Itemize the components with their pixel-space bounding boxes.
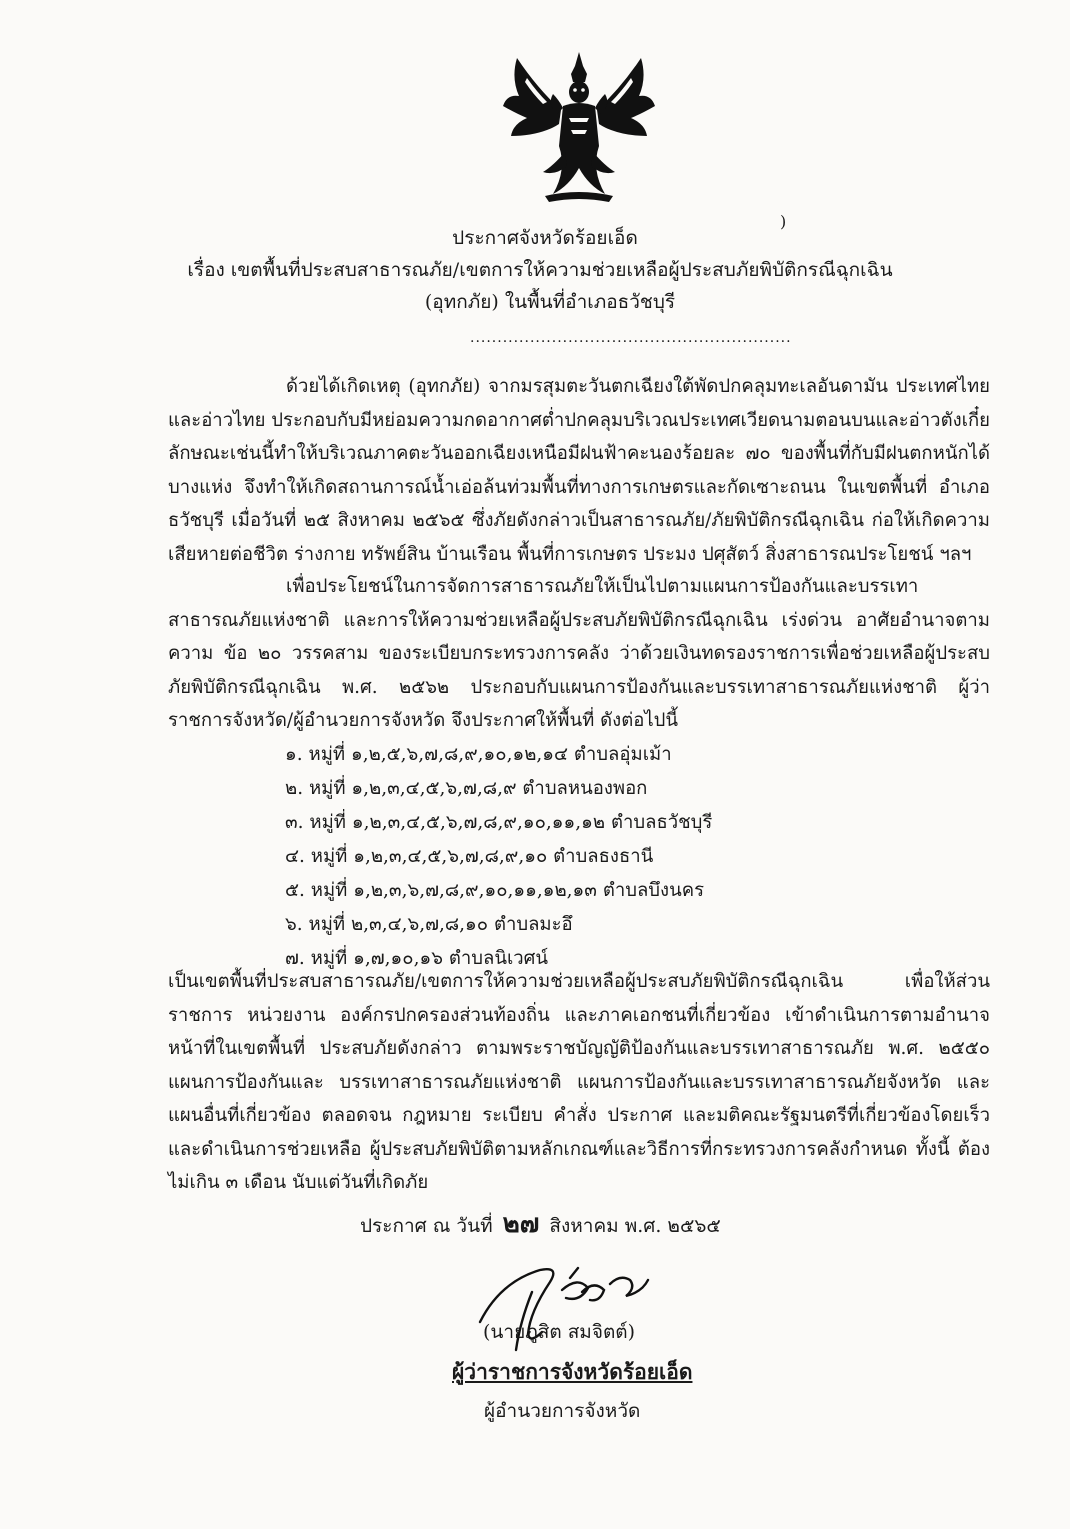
document-header — [0, 222, 1070, 318]
list-item: ๗. หมู่ที่ ๑,๗,๑๐,๑๖ ตำบลนิเวศน์ — [285, 948, 549, 969]
page-title: ประกาศจังหวัดร้อยเอ็ด — [452, 227, 638, 249]
list-item: ๒. หมู่ที่ ๑,๒,๓,๔,๕,๖,๗,๘,๙ ตำบลหนองพอก — [285, 778, 648, 799]
subject-line-2: (อุทกภัย) ในพื้นที่อำเภอธวัชบุรี — [424, 291, 676, 313]
signer-role: ผู้อำนวยการจังหวัด — [484, 1400, 641, 1422]
paragraph-2-block — [168, 570, 990, 738]
subject-line-1: เรื่อง เขตพื้นที่ประสบสาธารณภัย/เขตการให้ความช่วยเหลือผู้ประสบภัยพิบัติกรณีฉุกเฉิน — [187, 259, 893, 281]
garuda-emblem-icon — [497, 48, 662, 208]
header-separator: ........................................................... — [470, 330, 792, 346]
list-item: ๔. หมู่ที่ ๑,๒,๓,๔,๕,๖,๗,๘,๙,๑๐ ตำบลธงธานี — [285, 846, 654, 867]
announcement-date — [360, 1203, 721, 1244]
paragraph-3-block — [168, 965, 990, 1200]
signer-position: ผู้ว่าราชการจังหวัดร้อยเอ็ด — [452, 1359, 693, 1384]
signer-name: (นายภูสิต สมจิตต์) — [483, 1321, 636, 1343]
paragraph-3: เป็นเขตพื้นที่ประสบสาธารณภัย/เขตการให้ความช่วยเหลือผู้ประสบภัยพิบัติกรณีฉุกเฉิน เพื่อให้ส่วนราชการ หน่วยงาน องค์กรปกครองส่วนท้องถิ่น และภาคเอกชนที่เกี่ยวข้อง เข้าดำเนินการตามอำนาจหน้าที่ในเขตพื้นที่ ประสบภัยดังกล่าว ตามพระราชบัญญัติป้องกันและบรรเทาสาธารณภัย พ.ศ. ๒๕๕๐ แผนการป้องกันและ บรรเทาสาธารณภัยแห่งชาติ แผนการป้องกันและบรรเทาสาธารณภัยจังหวัด และแผนอื่นที่เกี่ยวข้อง ตลอดจน กฎหมาย ระเบียบ คำสั่ง ประกาศ และมติคณะรัฐมนตรีที่เกี่ยวข้องโดยเร็ว และดำเนินการช่วยเหลือ ผู้ประสบภัยพิบัติตามหลักเกณฑ์และวิธีการที่กระทรวงการคลังกำหนด ทั้งนี้ ต้องไม่เกิน ๓ เดือน นับแต่วันที่เกิดภัย — [168, 971, 990, 1193]
stray-mark: ) — [780, 212, 787, 231]
list-item: ๓. หมู่ที่ ๑,๒,๓,๔,๕,๖,๗,๘,๙,๑๐,๑๑,๑๒ ตำบลธวัชบุรี — [285, 812, 713, 833]
list-item: ๑. หมู่ที่ ๑,๒,๕,๖,๗,๘,๙,๑๐,๑๒,๑๔ ตำบลอุ่มเม้า — [285, 744, 672, 765]
list-item: ๖. หมู่ที่ ๒,๓,๔,๖,๗,๘,๑๐ ตำบลมะอึ — [285, 914, 573, 935]
date-suffix: สิงหาคม พ.ศ. ๒๕๖๕ — [549, 1215, 721, 1237]
list-item: ๕. หมู่ที่ ๑,๒,๓,๖,๗,๘,๙,๑๐,๑๑,๑๒,๑๓ ตำบลบึงนคร — [285, 880, 705, 901]
paragraph-1: ด้วยได้เกิดเหตุ (อุทกภัย) จากมรสุมตะวันตกเฉียงใต้พัดปกคลุมทะเลอันดามัน ประเทศไทย และอ่าวไทย ประกอบกับมีหย่อมความกดอากาศต่ำปกคลุมบริเวณประเทศเวียดนามตอนบนและอ่าวตังเกี๋ย ลักษณะเช่นนี้ทำให้บริเวณภาคตะวันออกเฉียงเหนือมีฝนฟ้าคะนองร้อยละ ๗๐ ของพื้นที่กับมีฝนตกหนักได้บางแห่ง จึงทำให้เกิดสถานการณ์น้ำเอ่อล้นท่วมพื้นที่ทางการเกษตรและกัดเซาะถนน ในเขตพื้นที่ อำเภอธวัชบุรี เมื่อวันที่ ๒๕ สิงหาคม ๒๕๖๕ ซึ่งภัยดังกล่าวเป็นสาธารณภัย/ภัยพิบัติกรณีฉุกเฉิน ก่อให้เกิดความเสียหายต่อชีวิต ร่างกาย ทรัพย์สิน บ้านเรือน พื้นที่การเกษตร ประมง ปศุสัตว์ สิ่งสาธารณประโยชน์ ฯลฯ — [168, 376, 990, 565]
date-prefix: ประกาศ ณ วันที่ — [360, 1215, 493, 1237]
date-day: ๒๗ — [502, 1209, 540, 1239]
paragraph-2: เพื่อประโยชน์ในการจัดการสาธารณภัยให้เป็นไปตามแผนการป้องกันและบรรเทาสาธารณภัยแห่งชาติ และการให้ความช่วยเหลือผู้ประสบภัยพิบัติกรณีฉุกเฉิน เร่งด่วน อาศัยอำนาจตามความ ข้อ ๒๐ วรรคสาม ของระเบียบกระทรวงการคลัง ว่าด้วยเงินทดรองราชการเพื่อช่วยเหลือผู้ประสบภัยพิบัติกรณีฉุกเฉิน พ.ศ. ๒๕๖๒ ประกอบกับแผนการป้องกันและบรรเทาสาธารณภัยแห่งชาติ ผู้ว่าราชการจังหวัด/ผู้อำนวยการจังหวัด จึงประกาศให้พื้นที่ ดังต่อไปนี้ — [168, 576, 990, 731]
paragraph-1-block — [168, 370, 990, 571]
